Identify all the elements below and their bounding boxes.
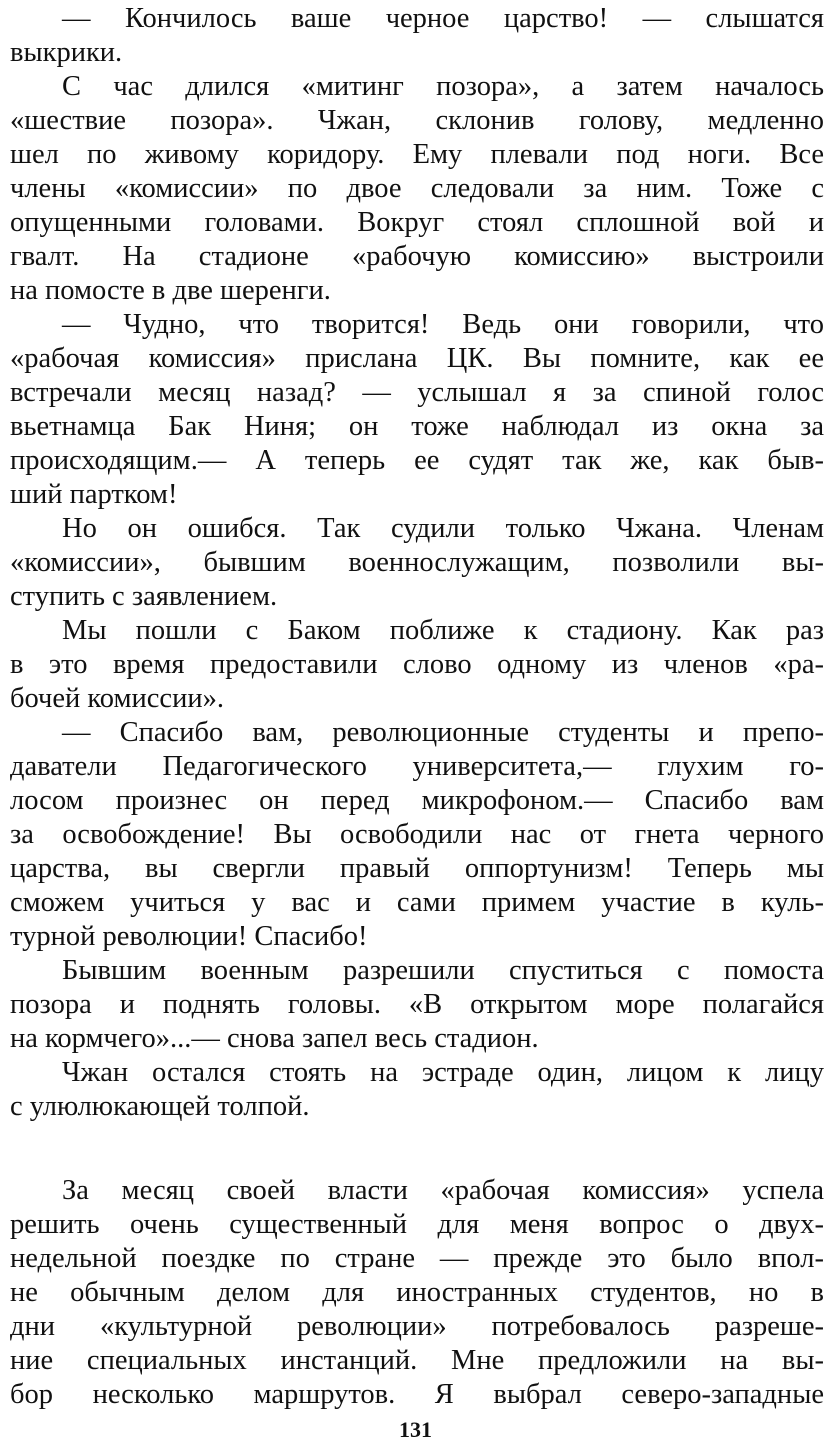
text-line: лосом произнес он перед микрофоном.— Спасибо вам (10, 785, 824, 816)
text-line: Чжан остался стоять на эстраде один, лицом к лицу (62, 1057, 824, 1088)
text-line: решить очень существенный для меня вопрос о двух- (10, 1209, 824, 1240)
text-line: даватели Педагогического университета,— глухим го- (10, 751, 824, 782)
text-line: «рабочая комиссия» прислана ЦК. Вы помните, как ее (10, 343, 824, 374)
text-line: на помосте в две шеренги. (10, 275, 331, 306)
text-line: недельной поездке по стране — прежде это было впол- (10, 1243, 824, 1274)
text-line: Бывшим военным разрешили спуститься с помоста (62, 955, 824, 986)
text-line: на кормчего»...— снова запел весь стадион. (10, 1023, 539, 1054)
text-line: члены «комиссии» по двое следовали за ним. Тоже с (10, 173, 824, 204)
text-line: позора и поднять головы. «В открытом море полагайся (10, 989, 824, 1020)
page-number: 131 (399, 1417, 432, 1442)
text-line: сможем учиться у вас и сами примем участие в куль- (10, 887, 824, 918)
text-line: опущенными головами. Вокруг стоял сплошной вой и (10, 207, 824, 238)
text-line: не обычным делом для иностранных студентов, но в (10, 1277, 824, 1308)
text-line: ние специальных инстанций. Мне предложили на вы- (10, 1345, 824, 1376)
text-line: «комиссии», бывшим военнослужащим, позволили вы- (10, 547, 824, 578)
text-line: выкрики. (10, 37, 123, 68)
text-line: Мы пошли с Баком поближе к стадиону. Как раз (62, 615, 824, 646)
text-line: за освобождение! Вы освободили нас от гнета черного (10, 819, 824, 850)
text-line: ступить с заявлением. (10, 581, 278, 612)
text-line: бочей комиссии». (10, 683, 224, 714)
text-line: происходящим.— А теперь ее судят так же, как быв- (10, 445, 824, 476)
text-line: С час длился «митинг позора», а затем началось (62, 71, 824, 102)
text-line: — Кончилось ваше черное царство! — слышатся (62, 3, 824, 34)
text-line: бор несколько маршрутов. Я выбрал северо-западные (10, 1379, 824, 1410)
text-line: — Спасибо вам, революционные студенты и препо- (62, 717, 824, 748)
text-line: За месяц своей власти «рабочая комиссия» успела (62, 1175, 824, 1206)
text-line: Но он ошибся. Так судили только Чжана. Членам (62, 513, 824, 544)
text-line: в это время предоставили слово одному из членов «ра- (10, 649, 824, 680)
text-line: «шествие позора». Чжан, склонив голову, медленно (10, 105, 824, 136)
text-line: с улюлюкающей толпой. (10, 1091, 310, 1122)
text-line: дни «культурной революции» потребовалось разреше- (10, 1311, 824, 1342)
text-line: гвалт. На стадионе «рабочую комиссию» выстроили (10, 241, 824, 272)
text-line: встречали месяц назад? — услышал я за спиной голос (10, 377, 824, 408)
text-line: турной революции! Спасибо! (10, 921, 368, 952)
text-line: ший партком! (10, 479, 178, 510)
text-line: вьетнамца Бак Ниня; он тоже наблюдал из окна за (10, 411, 824, 442)
text-line: царства, вы свергли правый оппортунизм! Теперь мы (10, 853, 824, 884)
text-line: — Чудно, что творится! Ведь они говорили, что (62, 309, 824, 340)
text-line: шел по живому коридору. Ему плевали под ноги. Все (10, 139, 824, 170)
